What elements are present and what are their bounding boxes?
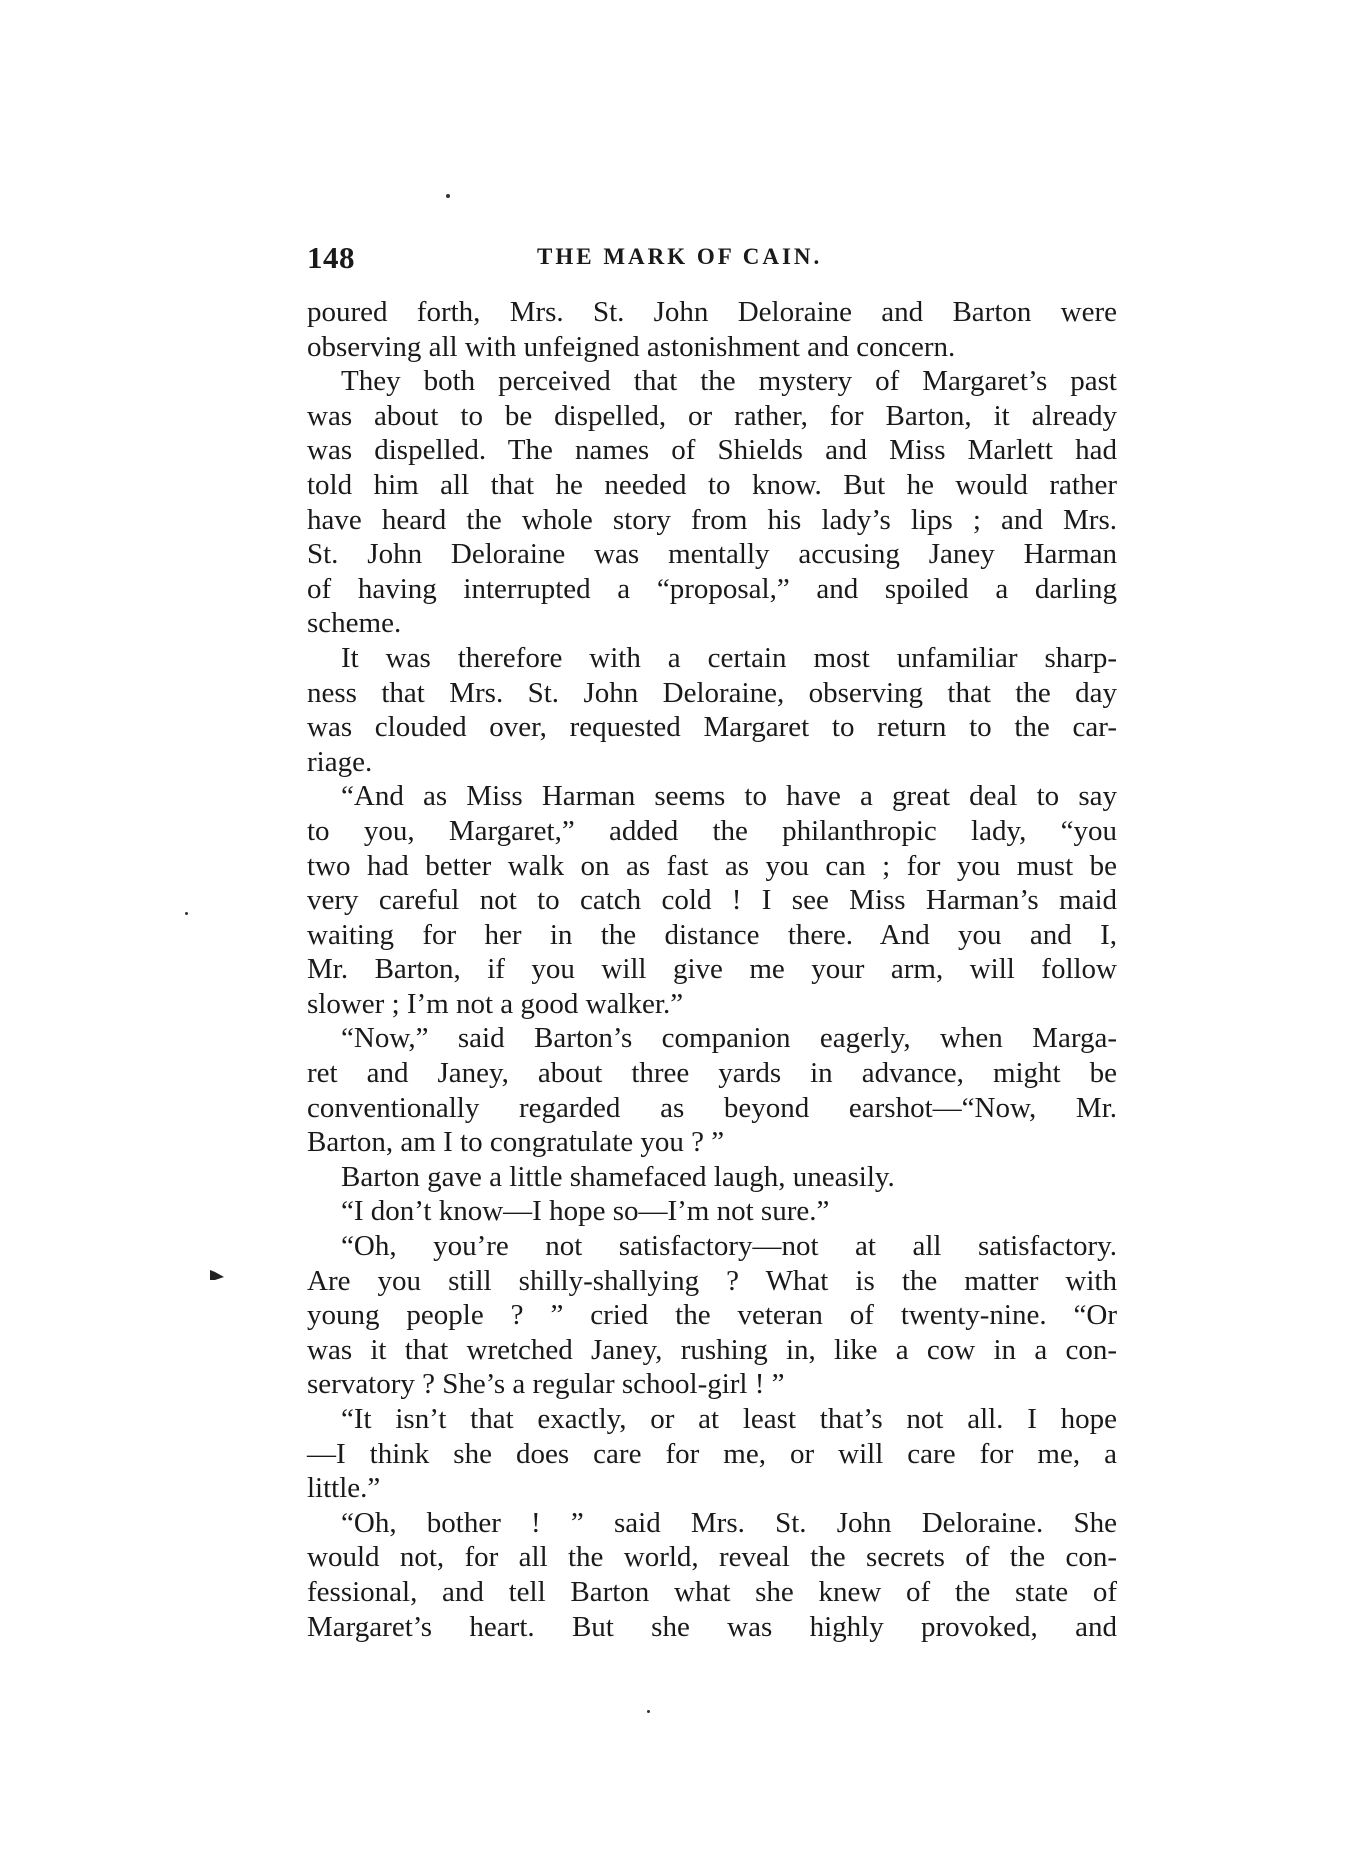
text-line: of having interrupted a “proposal,” and spoiled a darling (307, 572, 1117, 605)
text-line: would not, for all the world, reveal the secrets of the con- (307, 1541, 1117, 1574)
text-line: observing all with unfeigned astonishment and concern. (307, 330, 956, 363)
margin-mark-icon (210, 1270, 224, 1280)
text-line: servatory ? She’s a regular school-girl ! ” (307, 1368, 785, 1401)
text-line: young people ? ” cried the veteran of twenty-nine. “Or (307, 1299, 1117, 1332)
text-line: Barton gave a little shamefaced laugh, uneasily. (341, 1160, 895, 1193)
page-number: 148 (307, 240, 355, 275)
text-line: “Oh, bother ! ” said Mrs. St. John Deloraine. She (341, 1506, 1117, 1539)
running-title: THE MARK OF CAIN. (537, 244, 823, 269)
text-line: scheme. (307, 607, 402, 640)
text-line: —I think she does care for me, or will care for me, a (307, 1437, 1117, 1470)
specks (185, 912, 188, 915)
running-header (307, 240, 1127, 280)
text-line: was clouded over, requested Margaret to return to the car- (307, 711, 1117, 744)
text-line: They both perceived that the mystery of Margaret’s past (341, 365, 1117, 398)
text-line: “Oh, you’re not satisfactory—not at all satisfactory. (341, 1230, 1117, 1263)
text-line: told him all that he needed to know. But he would rather (307, 468, 1117, 501)
text-line: fessional, and tell Barton what she knew of the state of (307, 1575, 1117, 1608)
body-text (307, 295, 1117, 1644)
text-line: to you, Margaret,” added the philanthropic lady, “you (307, 814, 1117, 847)
text-line: riage. (307, 745, 373, 778)
text-line: St. John Deloraine was mentally accusing Janey Harman (307, 538, 1117, 571)
text-line: “And as Miss Harman seems to have a great deal to say (341, 780, 1117, 813)
text-line: poured forth, Mrs. St. John Deloraine and Barton were (307, 296, 1117, 328)
text-line: was it that wretched Janey, rushing in, like a cow in a con- (307, 1333, 1117, 1366)
text-line: waiting for her in the distance there. And you and I, (307, 918, 1117, 951)
text-line: It was therefore with a certain most unfamiliar sharp- (341, 641, 1117, 674)
specks (647, 1710, 650, 1713)
text-line: Barton, am I to congratulate you ? ” (307, 1126, 725, 1159)
text-line: two had better walk on as fast as you can ; for you must be (307, 849, 1117, 882)
text-line: conventionally regarded as beyond earshot—“Now, Mr. (307, 1091, 1117, 1124)
text-line: have heard the whole story from his lady’s lips ; and Mrs. (307, 503, 1117, 536)
text-line: Margaret’s heart. But she was highly provoked, and (307, 1610, 1117, 1643)
text-line: “Now,” said Barton’s companion eagerly, when Marga- (341, 1022, 1117, 1055)
text-line: was dispelled. The names of Shields and Miss Marlett had (307, 434, 1117, 467)
text-line: Are you still shilly-shallying ? What is the matter with (307, 1264, 1117, 1297)
text-line: “I don’t know—I hope so—I’m not sure.” (341, 1195, 830, 1228)
text-line: little.” (307, 1472, 381, 1505)
specks (446, 194, 450, 198)
text-line: very careful not to catch cold ! I see Miss Harman’s maid (307, 884, 1117, 917)
text-line: was about to be dispelled, or rather, for Barton, it already (307, 399, 1117, 432)
text-line: Mr. Barton, if you will give me your arm, will follow (307, 953, 1117, 986)
text-line: slower ; I’m not a good walker.” (307, 987, 684, 1020)
text-line: ness that Mrs. St. John Deloraine, observing that the day (307, 676, 1117, 709)
text-line: “It isn’t that exactly, or at least that’s not all. I hope (341, 1403, 1117, 1435)
text-line: ret and Janey, about three yards in advance, might be (307, 1057, 1117, 1090)
